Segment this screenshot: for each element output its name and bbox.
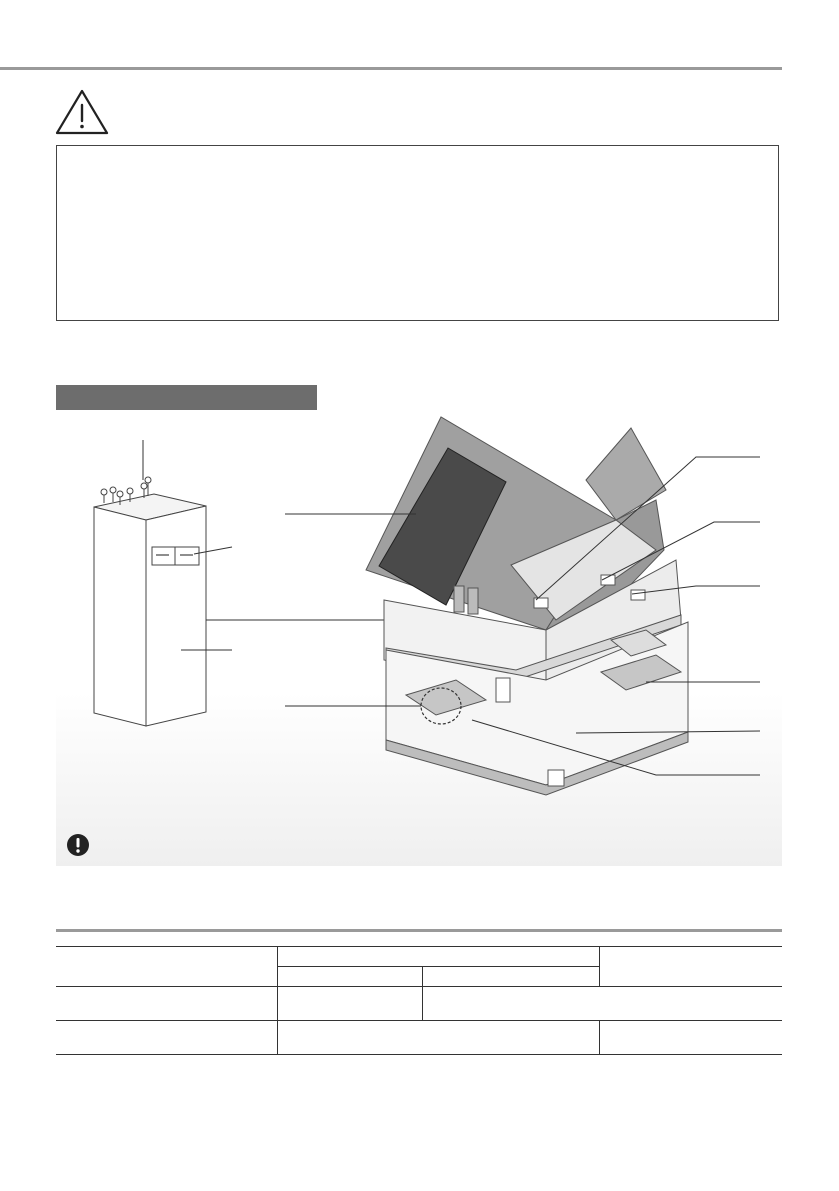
table-header-sub-a <box>278 967 423 987</box>
table-cell <box>278 987 423 1021</box>
table-cell <box>56 1021 278 1055</box>
house-illustration <box>366 417 688 795</box>
warning-triangle-icon <box>54 88 110 136</box>
table-cell <box>278 1021 600 1055</box>
table-header-group <box>278 947 600 967</box>
spec-table <box>56 946 782 1054</box>
top-divider <box>0 67 782 70</box>
table-cell <box>600 987 783 1021</box>
exclamation-circle-icon <box>66 833 90 857</box>
section-heading-bar <box>56 385 317 410</box>
table-cell <box>56 987 278 1021</box>
table-cell <box>423 987 600 1021</box>
system-illustration <box>56 410 782 866</box>
indoor-unit-illustration <box>94 477 206 726</box>
table-divider <box>56 929 782 932</box>
table-header-col1 <box>56 947 278 987</box>
table-header-sub-b <box>423 967 600 987</box>
warning-box <box>56 145 779 321</box>
table-cell <box>600 1021 783 1055</box>
table-header-col4 <box>600 947 783 987</box>
